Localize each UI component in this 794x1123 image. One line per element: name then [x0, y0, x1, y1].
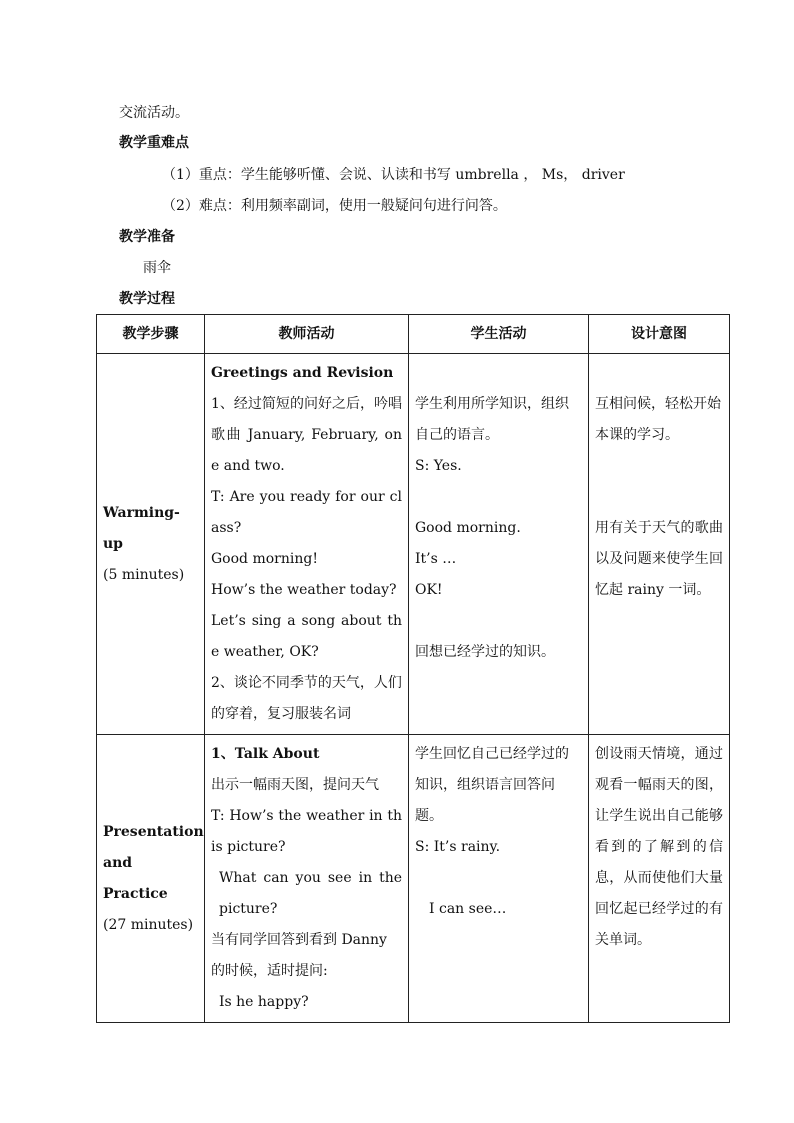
table-header-row: [97, 315, 730, 354]
step-duration: (5 minutes): [103, 566, 185, 583]
student-text: S: Yes.: [415, 458, 462, 474]
student-text: 学生回忆自己已经学过的知识，组织语言回答问题。: [415, 746, 569, 824]
teacher-text: Is he happy?: [219, 994, 309, 1010]
student-text: S: It’s rainy.: [415, 839, 501, 855]
student-cell: [409, 735, 589, 1023]
step-duration: (27 minutes): [103, 916, 194, 933]
teacher-text: What can you see in the picture?: [219, 870, 402, 917]
student-text: Good morning.: [415, 520, 521, 536]
teacher-text: T: How’s the weather in this picture?: [211, 808, 402, 855]
teacher-text: Let’s sing a song about the weather, OK?: [211, 613, 402, 660]
student-text: It’s …: [415, 551, 457, 567]
teacher-text: T: Are you ready for our class?: [211, 489, 402, 536]
teacher-text: Good morning!: [211, 551, 318, 567]
step-name: Warming-up: [103, 504, 180, 552]
teacher-text: 出示一幅雨天图，提问天气: [211, 777, 379, 793]
heading-key-points: 教学重难点: [119, 135, 189, 151]
lesson-table: [96, 314, 730, 1023]
intent-cell: [589, 354, 730, 735]
key-point: （1）重点：学生能够听懂、会说、认读和书写 umbrella ， Ms， driver: [162, 167, 625, 183]
student-text: 回想已经学过的知识。: [415, 644, 555, 660]
table-row: [97, 735, 730, 1023]
teacher-text: 1、经过简短的问好之后，吟唱歌曲 January, February, one and two.: [211, 396, 402, 474]
difficult-point: （2）难点：利用频率副词，使用一般疑问句进行问答。: [162, 198, 507, 214]
header-student: 学生活动: [409, 315, 589, 354]
teacher-cell: [205, 354, 409, 735]
header-step: 教学步骤: [97, 315, 205, 354]
teacher-cell: [205, 735, 409, 1023]
step-cell: [97, 735, 205, 1023]
table-row: [97, 354, 730, 735]
step-cell: [97, 354, 205, 735]
student-text: 学生利用所学知识，组织自己的语言。: [415, 396, 569, 443]
student-text: I can see…: [429, 901, 507, 917]
intent-text: 创设雨天情境，通过观看一幅雨天的图，让学生说出自己能够看到的了解到的信息，从而使他们大量回忆起已经学过的有关单词。: [595, 746, 723, 948]
intro-line: 交流活动。: [119, 105, 189, 121]
step-name: Presentation: [103, 823, 204, 840]
student-cell: [409, 354, 589, 735]
heading-preparation: 教学准备: [119, 229, 175, 245]
intent-cell: [589, 735, 730, 1023]
intent-text: 互相问候，轻松开始本课的学习。: [595, 396, 721, 443]
teacher-text: 当有同学回答到看到 Danny 的时候，适时提问:: [211, 932, 387, 979]
teacher-text: 1、Talk About: [211, 746, 320, 762]
step-name: and Practice: [103, 854, 168, 902]
header-intent: 设计意图: [589, 315, 730, 354]
intent-text: 用有关于天气的歌曲以及问题来使学生回忆起 rainy 一词。: [595, 520, 723, 598]
heading-process: 教学过程: [119, 291, 175, 307]
teacher-text: How’s the weather today?: [211, 582, 397, 598]
prep-item: 雨伞: [143, 260, 171, 276]
student-text: OK!: [415, 582, 443, 598]
teacher-text: 2、谈论不同季节的天气，人们的穿着，复习服装名词: [211, 675, 402, 722]
teacher-text: Greetings and Revision: [211, 365, 394, 381]
header-teacher: 教师活动: [205, 315, 409, 354]
